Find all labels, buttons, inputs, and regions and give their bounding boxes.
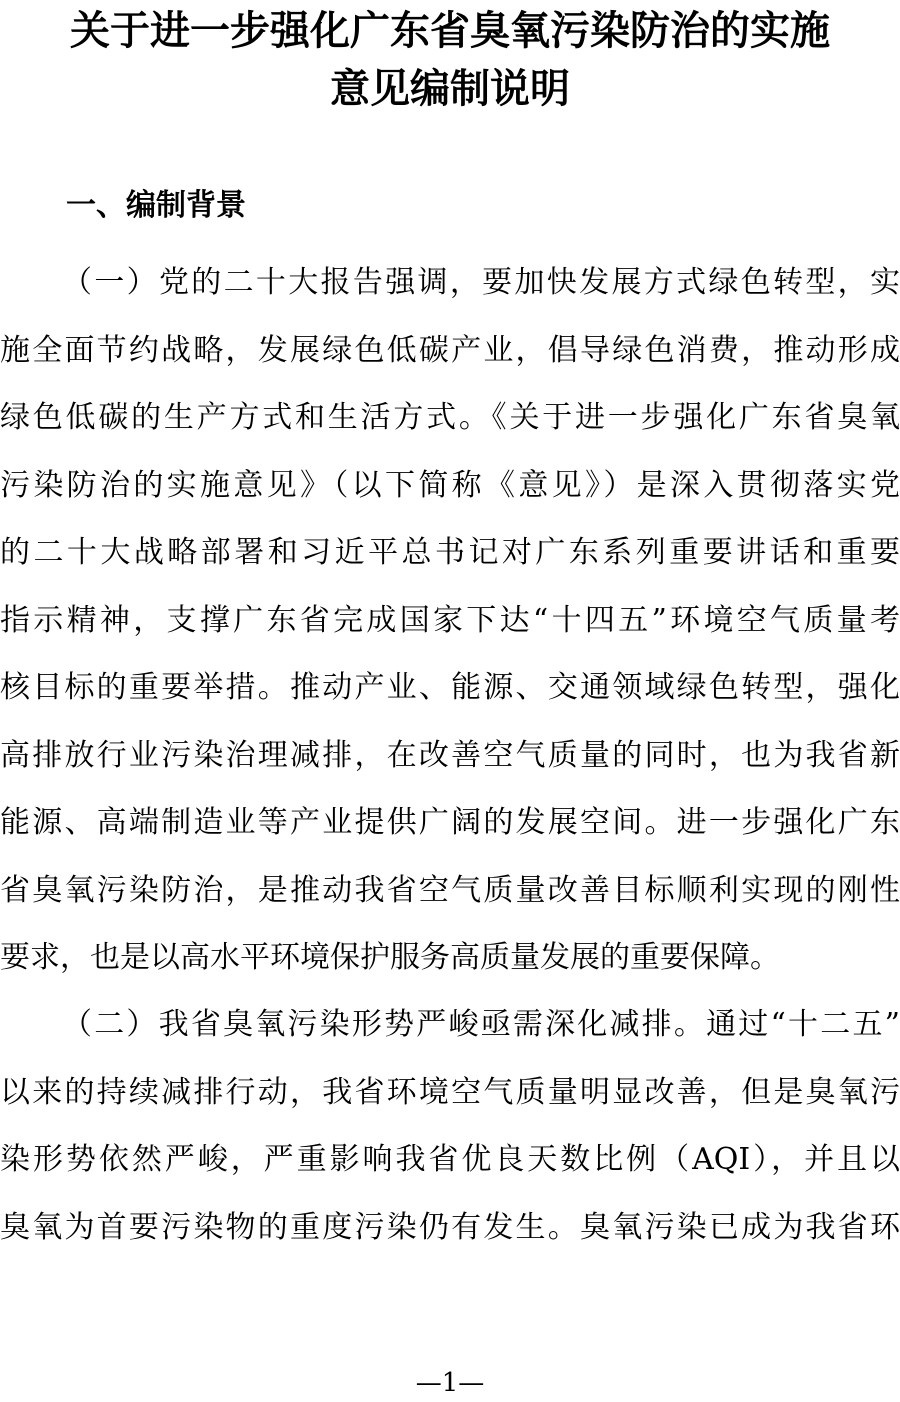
- paragraph-background-2: [0, 991, 900, 1261]
- paragraph-line: 能源、高端制造业等产业提供广阔的发展空间。进一步强化广东: [0, 805, 900, 840]
- title-line: 关于进一步强化广东省臭氧污染防治的实施: [70, 7, 830, 54]
- section-heading: 一、编制背景: [66, 188, 246, 223]
- paragraph-line: 施全面节约战略，发展绿色低碳产业，倡导绿色消费，推动形成: [0, 332, 900, 368]
- title-line: 意见编制说明: [330, 65, 570, 112]
- page-number: —1—: [415, 1368, 485, 1398]
- paragraph-line: 臭氧为首要污染物的重度污染仍有发生。臭氧污染已成为我省环: [0, 1209, 900, 1245]
- paragraph-background-1: [0, 249, 900, 992]
- paragraph-line: 核目标的重要举措。推动产业、能源、交通领域绿色转型，强化: [0, 670, 900, 705]
- paragraph-line: 要求，也是以高水平环境保护服务高质量发展的重要保障。: [0, 940, 780, 975]
- paragraph-line: 绿色低碳的生产方式和生活方式。《关于进一步强化广东省臭氧: [0, 400, 900, 435]
- paragraph-line: 以来的持续减排行动，我省环境空气质量明显改善，但是臭氧污: [0, 1074, 900, 1110]
- paragraph-line: 指示精神，支撑广东省完成国家下达“十四五”环境空气质量考: [0, 602, 900, 638]
- paragraph-line: （二）我省臭氧污染形势严峻亟需深化减排。通过“十二五”: [62, 1007, 900, 1042]
- paragraph-line: 染形势依然严峻，严重影响我省优良天数比例（AQI），并且以: [0, 1142, 900, 1177]
- paragraph-line: 高排放行业污染治理减排，在改善空气质量的同时，也为我省新: [0, 737, 900, 773]
- paragraph-line: 污染防治的实施意见》（以下简称《意见》）是深入贯彻落实党: [0, 467, 900, 503]
- document-title: [0, 2, 900, 118]
- paragraph-line: 省臭氧污染防治，是推动我省空气质量改善目标顺利实现的刚性: [0, 872, 900, 908]
- paragraph-line: 的二十大战略部署和习近平总书记对广东系列重要讲话和重要: [0, 535, 900, 570]
- paragraph-line: （一）党的二十大报告强调，要加快发展方式绿色转型，实: [62, 265, 900, 300]
